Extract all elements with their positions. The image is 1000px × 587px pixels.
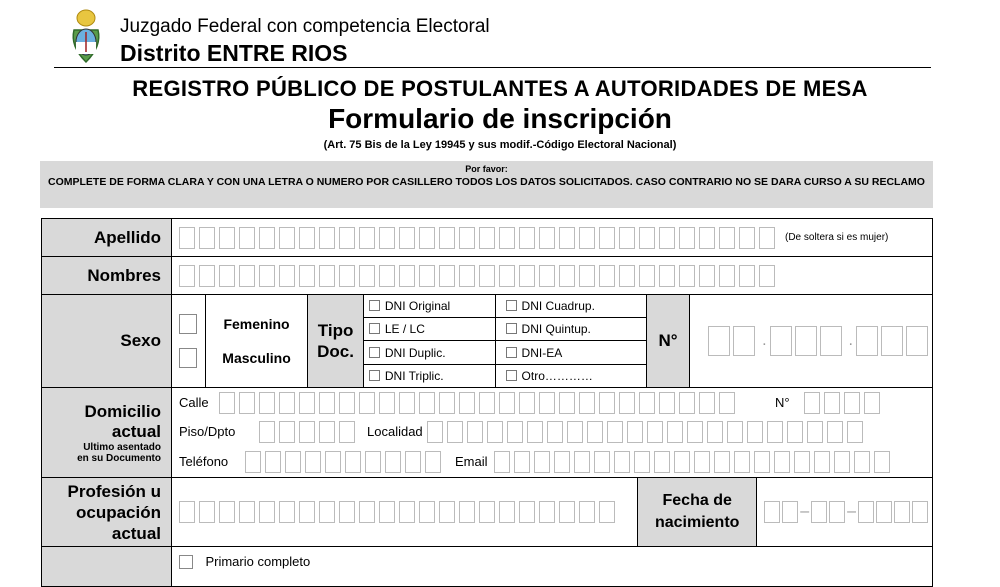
- tipo-doc-label-2: Doc.: [317, 342, 354, 361]
- doc-option-label: LE / LC: [384, 322, 425, 337]
- header-divider: [54, 67, 931, 68]
- profesion-label-1: Profesión u: [67, 481, 161, 501]
- telefono-input[interactable]: [245, 447, 445, 477]
- notice-please: Por favor:: [465, 164, 508, 174]
- localidad-label: Localidad: [367, 424, 423, 439]
- apellido-input[interactable]: [172, 227, 932, 249]
- doc-option-label: DNI Triplic.: [384, 368, 444, 383]
- district-name: Distrito ENTRE RIOS: [120, 40, 348, 66]
- doc-option-label: DNI Cuadrup.: [521, 299, 595, 314]
- form-title: Formulario de inscripción: [328, 103, 672, 134]
- domicilio-sub-1: Ultimo asentado: [83, 441, 161, 453]
- doc-option-dni-quintup[interactable]: [495, 318, 646, 341]
- nombres-input[interactable]: [172, 265, 932, 287]
- masculino-label: Masculino: [222, 350, 291, 366]
- doc-number-label: N°: [646, 295, 689, 387]
- profesion-label-3: actual: [111, 523, 161, 543]
- nombres-label: Nombres: [42, 257, 172, 295]
- domicilio-label-1: Domicilio: [84, 401, 161, 421]
- domicilio-label-2: actual: [111, 421, 161, 441]
- court-name: Juzgado Federal con competencia Electoral: [120, 16, 490, 37]
- primario-label: Primario completo: [205, 554, 311, 569]
- registry-title: REGISTRO PÚBLICO DE POSTULANTES A AUTORIDADES DE MESA: [132, 76, 868, 101]
- education-label-cell: [42, 547, 172, 587]
- primario-checkbox[interactable]: [179, 555, 193, 569]
- fecha-label-1: Fecha de: [662, 492, 732, 509]
- piso-label: Piso/Dpto: [179, 424, 236, 439]
- localidad-input[interactable]: [427, 417, 867, 447]
- femenino-label: Femenino: [223, 316, 290, 332]
- registration-form: [41, 218, 933, 587]
- doc-option-le-lc[interactable]: [364, 318, 495, 341]
- email-input[interactable]: [494, 447, 894, 477]
- doc-option-label: DNI Duplic.: [384, 345, 446, 360]
- piso-input[interactable]: [259, 417, 359, 447]
- tipo-doc-label-1: Tipo: [317, 321, 354, 340]
- calle-input[interactable]: [219, 389, 739, 417]
- doc-option-dni-ea[interactable]: [495, 341, 646, 364]
- femenino-checkbox[interactable]: [179, 314, 197, 334]
- fecha-label-2: nacimiento: [654, 514, 740, 531]
- doc-option-label: DNI Quintup.: [521, 322, 591, 337]
- law-reference: (Art. 75 Bis de la Ley 19945 y sus modif.-Código Electoral Nacional): [323, 139, 677, 151]
- calle-label: Calle: [179, 395, 209, 410]
- doc-option-label: DNI-EA: [521, 345, 563, 360]
- fecha-input[interactable]: – –: [757, 478, 932, 546]
- doc-option-dni-original[interactable]: [364, 295, 495, 318]
- doc-option-dni-triplic[interactable]: [364, 364, 495, 387]
- domicilio-sub-2: en su Documento: [77, 452, 161, 464]
- domicilio-number-label: N°: [775, 395, 790, 410]
- apellido-label: Apellido: [42, 219, 172, 257]
- masculino-checkbox[interactable]: [179, 348, 197, 368]
- doc-option-label: Otro…………: [521, 368, 593, 383]
- domicilio-number-input[interactable]: [804, 389, 884, 417]
- doc-option-label: DNI Original: [384, 299, 451, 314]
- argentina-coat-of-arms-icon: [66, 8, 106, 66]
- email-label: Email: [455, 454, 488, 469]
- telefono-label: Teléfono: [179, 454, 229, 469]
- profesion-label-2: ocupación: [75, 502, 161, 522]
- doc-option-dni-cuadrup[interactable]: [495, 295, 646, 318]
- doc-number-input[interactable]: . .: [690, 295, 932, 387]
- profesion-input[interactable]: [172, 478, 637, 546]
- sexo-label: Sexo: [42, 295, 172, 388]
- doc-option-otro[interactable]: [495, 364, 646, 387]
- apellido-note: (De soltera si es mujer): [785, 232, 889, 243]
- instructions-notice: [40, 161, 933, 208]
- doc-option-dni-duplic[interactable]: [364, 341, 495, 364]
- notice-text: COMPLETE DE FORMA CLARA Y CON UNA LETRA O NUMERO POR CASILLERO TODOS LOS DATOS SOLICITADOS. CASO CONTRARIO NO SE DARA CURSO A SU RECLAMO: [48, 176, 925, 188]
